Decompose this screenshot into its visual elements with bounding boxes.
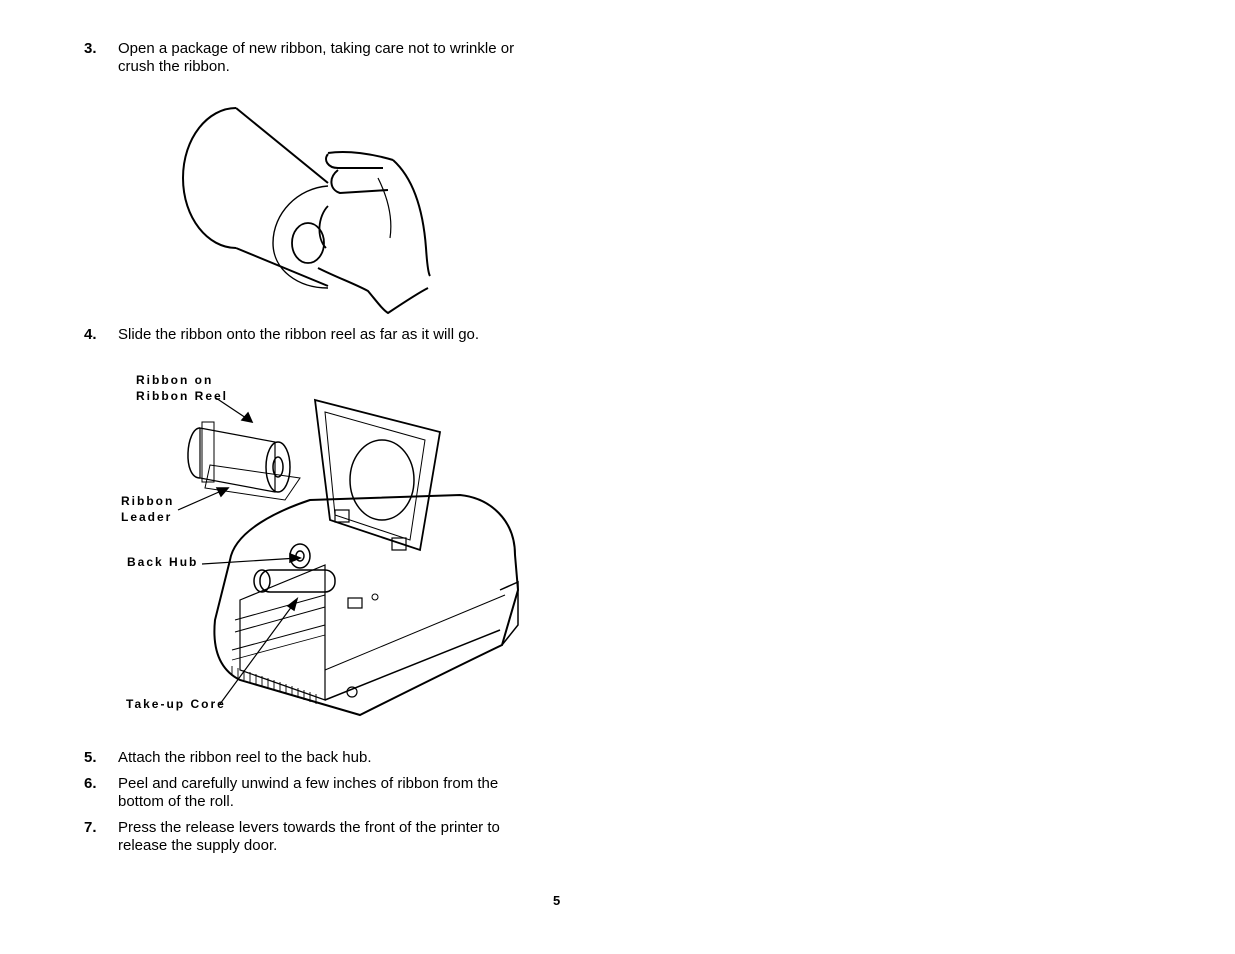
- step-text: Attach the ribbon reel to the back hub.: [118, 749, 372, 766]
- callout-take-up-core: Take-up Core: [126, 697, 226, 711]
- callout-line: Leader: [121, 510, 173, 524]
- callout-ribbon-leader: [121, 493, 174, 525]
- ribbon-roll-illustration: [178, 98, 438, 318]
- step-text: Open a package of new ribbon, taking care not to wrinkle or crush the ribbon.: [118, 40, 515, 75]
- page-number: 5: [553, 893, 561, 908]
- step-number: 3.: [84, 40, 97, 57]
- callout-ribbon-on-reel: [136, 372, 228, 404]
- step-number: 4.: [84, 326, 97, 343]
- step-text: Slide the ribbon onto the ribbon reel as far as it will go.: [118, 326, 480, 343]
- step-text: Peel and carefully unwind a few inches of ribbon from the bottom of the roll.: [118, 775, 499, 810]
- callout-back-hub: Back Hub: [127, 555, 199, 569]
- callout-line: Ribbon on: [136, 373, 214, 387]
- step-number: 7.: [84, 819, 97, 836]
- callout-line: Ribbon: [121, 494, 175, 508]
- step-text: Press the release levers towards the front of the printer to release the supply door.: [118, 819, 500, 854]
- step-number: 5.: [84, 749, 97, 766]
- callout-line: Ribbon Reel: [136, 389, 229, 403]
- step-number: 6.: [84, 775, 97, 792]
